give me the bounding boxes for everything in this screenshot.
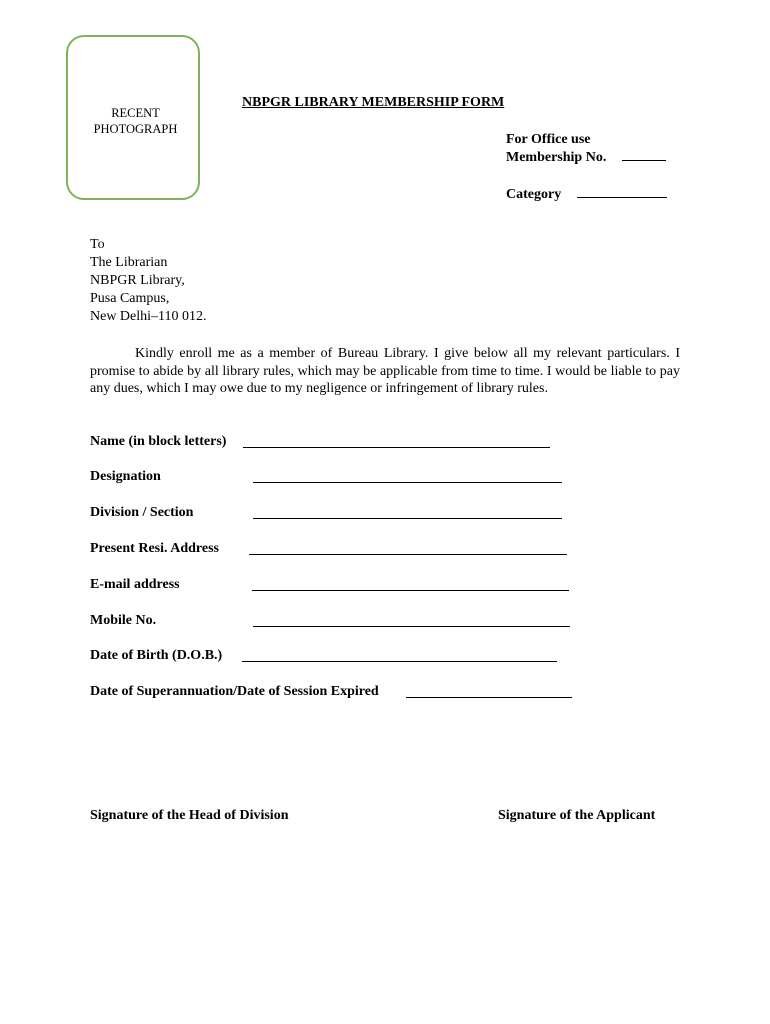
- superannuation-field-line[interactable]: [406, 697, 572, 698]
- category-blank[interactable]: [577, 185, 667, 198]
- address-line: The Librarian: [90, 255, 168, 270]
- category-row: [506, 185, 667, 203]
- mobile-field-line[interactable]: [253, 626, 570, 627]
- name-field-line[interactable]: [243, 447, 550, 448]
- division-field-line[interactable]: [253, 518, 562, 519]
- designation-field-line[interactable]: [253, 482, 562, 483]
- membership-no-label: Membership No.: [506, 150, 607, 165]
- address-line: New Delhi–110 012.: [90, 309, 207, 324]
- photo-label-line1: RECENT: [111, 106, 160, 120]
- photo-label-line2: PHOTOGRAPH: [93, 122, 178, 136]
- email-label: E-mail address: [90, 577, 180, 592]
- superannuation-label: Date of Superannuation/Date of Session Expired: [90, 684, 379, 699]
- address-line: Pusa Campus,: [90, 291, 170, 306]
- division-label: Division / Section: [90, 505, 194, 520]
- applicant-signature-label: Signature of the Applicant: [498, 808, 656, 823]
- name-label: Name (in block letters): [90, 434, 227, 449]
- declaration-paragraph: Kindly enroll me as a member of Bureau Library. I give below all my relevant particulars. I promise to abide by all library rules, which may be applicable from time to time. I would be liable to pay any dues, which I may owe due to my negligence or infringement of library rules.: [90, 346, 680, 396]
- address-line: To: [90, 237, 105, 252]
- address-label: Present Resi. Address: [90, 541, 219, 556]
- address-field-line[interactable]: [249, 554, 567, 555]
- dob-field-line[interactable]: [242, 661, 557, 662]
- membership-no-row: [506, 148, 667, 166]
- office-use-heading: For Office use: [506, 132, 591, 147]
- office-use-block: [506, 131, 667, 203]
- membership-no-blank[interactable]: [622, 148, 666, 161]
- form-title: NBPGR LIBRARY MEMBERSHIP FORM: [242, 95, 505, 110]
- mobile-label: Mobile No.: [90, 613, 157, 628]
- category-label: Category: [506, 187, 562, 202]
- designation-label: Designation: [90, 469, 161, 484]
- photo-placeholder-box: [66, 35, 200, 200]
- email-field-line[interactable]: [252, 590, 569, 591]
- photo-label: [68, 105, 203, 137]
- address-line: NBPGR Library,: [90, 273, 185, 288]
- head-signature-label: Signature of the Head of Division: [90, 808, 289, 823]
- recipient-address: [90, 236, 207, 326]
- dob-label: Date of Birth (D.O.B.): [90, 648, 223, 663]
